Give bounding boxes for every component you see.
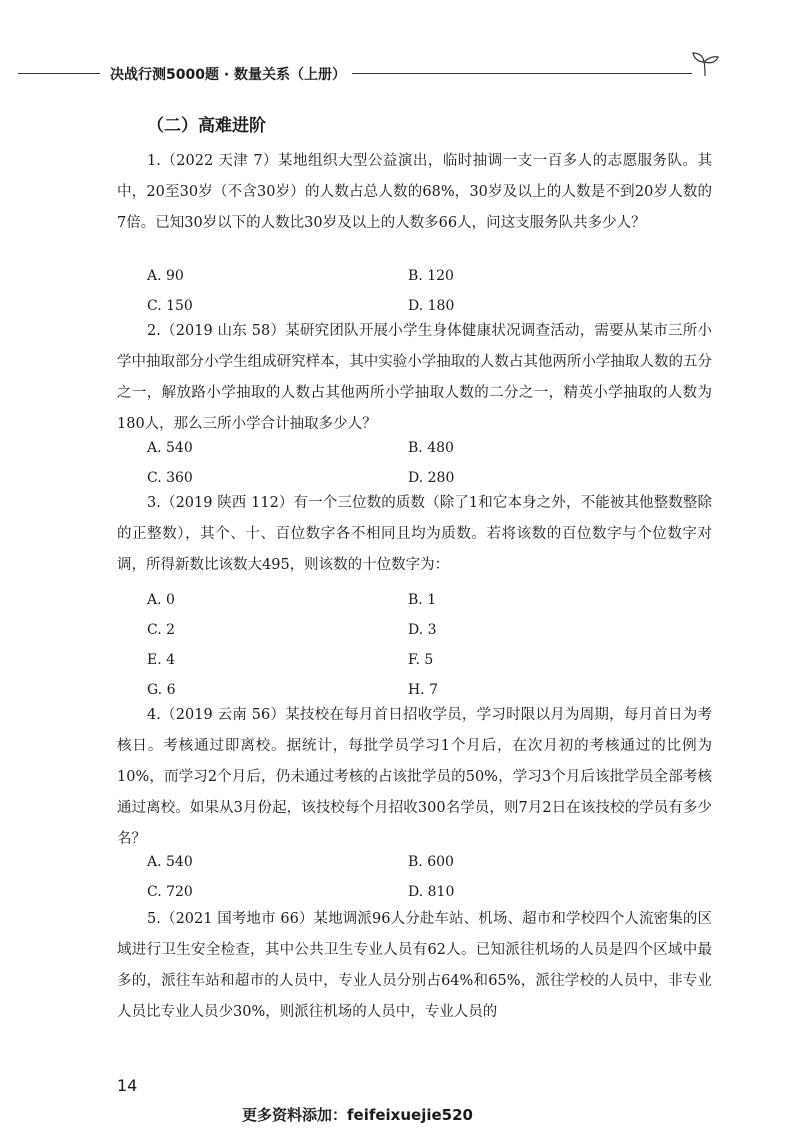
question-4-text: 4.（2019 云南 56）某技校在每月首日招收学员，学习时限以月为周期，每月首日为考核日。考核通过即离校。据统计，每批学员学习1个月后，在次月初的考核通过的比例为10%，而学习2个月后，仍未通过考核的占该批学员的50%，学习3个月后该批学员全部考核通过离校。如果从3月份起，该技校每个月招收300名学员，则7月2日在该技校的学员有多少名？ (117, 707, 712, 847)
question-1-option-d: D. 180 (408, 298, 455, 314)
question-1-option-b: B. 120 (408, 268, 454, 284)
book-title: 决战行测5000题 · 数量关系（上册） (110, 67, 347, 83)
question-1-option-c: C. 150 (147, 298, 193, 314)
question-3-option-a: A. 0 (147, 592, 175, 608)
sprout-leaf-icon (690, 48, 720, 78)
footer-note: 更多资料添加：feifeixuejie520 (242, 1106, 473, 1124)
question-2-option-c: C. 360 (147, 470, 193, 486)
question-3-option-f: F. 5 (408, 652, 434, 668)
page-number: 14 (117, 1076, 138, 1095)
question-1-option-a: A. 90 (147, 268, 184, 284)
question-4-option-c: C. 720 (147, 884, 193, 900)
question-3-option-b: B. 1 (408, 592, 437, 608)
question-3-option-e: E. 4 (147, 652, 176, 668)
header-rule-left (18, 73, 100, 74)
question-3-option-h: H. 7 (408, 682, 439, 698)
question-2-option-b: B. 480 (408, 440, 454, 456)
header-rule-right (352, 73, 692, 74)
question-4-option-d: D. 810 (408, 884, 455, 900)
question-1-text: 1.（2022 天津 7）某地组织大型公益演出，临时抽调一支一百多人的志愿服务队。其中，20至30岁（不含30岁）的人数占总人数的68%，30岁及以上的人数是不到20岁人数的7倍。已知30岁以下的人数比30岁及以上的人数多66人，问这支服务队共多少人？ (117, 153, 712, 231)
question-3-option-g: G. 6 (147, 682, 176, 698)
question-3-text: 3.（2019 陕西 112）有一个三位数的质数（除了1和它本身之外，不能被其他整数整除的正整数），其个、十、百位数字各不相同且均为质数。若将该数的百位数字与个位数字对调，所得新数比该数大495，则该数的十位数字为： (117, 495, 712, 573)
question-2-text: 2.（2019 山东 58）某研究团队开展小学生身体健康状况调查活动，需要从某市三所小学中抽取部分小学生组成研究样本，其中实验小学抽取的人数占其他两所小学抽取人数的五分之一，解放路小学抽取的人数占其他两所小学抽取人数的二分之一，精英小学抽取的人数为180人，那么三所小学合计抽取多少人？ (117, 323, 712, 432)
question-4-option-a: A. 540 (147, 854, 193, 870)
section-title: （二）高难进阶 (147, 116, 266, 136)
question-2-option-a: A. 540 (147, 440, 193, 456)
question-4-option-b: B. 600 (408, 854, 454, 870)
question-2-option-d: D. 280 (408, 470, 455, 486)
question-3-option-d: D. 3 (408, 622, 437, 638)
question-3-option-c: C. 2 (147, 622, 176, 638)
question-5-text: 5.（2021 国考地市 66）某地调派96人分赴车站、机场、超市和学校四个人流密集的区域进行卫生安全检查，其中公共卫生专业人员有62人。已知派往机场的人员是四个区域中最多的，派往车站和超市的人员中，专业人员分别占64%和65%，派往学校的人员中，非专业人员比专业人员少30%，则派往机场的人员中，专业人员的 (117, 911, 712, 1020)
running-header (0, 62, 800, 86)
